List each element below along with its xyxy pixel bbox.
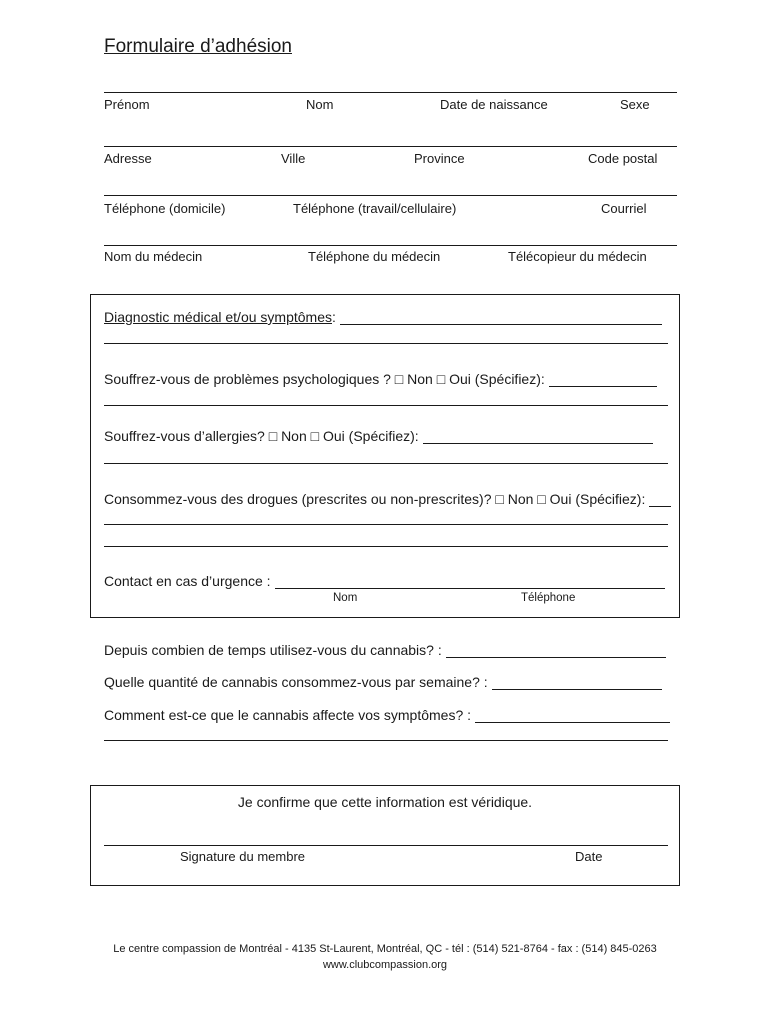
drugs-field[interactable] [649,494,671,507]
allergy-line-2[interactable] [104,463,668,464]
name-line[interactable] [104,92,677,93]
psych-line-2[interactable] [104,405,668,406]
diagnostic-label: Diagnostic médical et/ou symptômes [104,309,332,325]
label-nom-medecin: Nom du médecin [104,249,203,264]
label-courriel: Courriel [601,201,647,216]
allergy-field[interactable] [423,431,653,444]
label-adresse: Adresse [104,151,152,166]
duration-field[interactable] [446,645,666,658]
footer-website: www.clubcompassion.org [322,959,448,971]
diagnostic-line-2[interactable] [104,343,668,344]
confirmation-statement: Je confirme que cette information est véridique. [237,794,533,810]
duration-question: Depuis combien de temps utilisez-vous du cannabis? : [104,642,442,658]
label-date-naissance: Date de naissance [440,97,548,112]
quantity-question: Quelle quantité de cannabis consommez-vous par semaine? : [104,674,488,690]
phone-line[interactable] [104,195,677,196]
emergency-label: Contact en cas d’urgence : [104,573,271,589]
effect-row [104,707,670,723]
effect-line-2[interactable] [104,740,668,741]
doctor-line[interactable] [104,245,677,246]
drugs-line-3[interactable] [104,546,668,547]
emergency-phone-label: Téléphone [521,592,576,604]
quantity-row [104,674,662,690]
effect-question: Comment est-ce que le cannabis affecte vos symptômes? : [104,707,472,723]
label-tel-medecin: Téléphone du médecin [308,249,441,264]
label-nom: Nom [306,97,334,112]
label-code-postal: Code postal [588,151,658,166]
label-province: Province [414,151,465,166]
signature-label: Signature du membre [180,849,306,864]
psych-row [104,371,657,387]
emergency-field[interactable] [275,576,665,589]
drugs-row [104,491,671,507]
emergency-row [104,573,665,589]
effect-field[interactable] [475,710,670,723]
label-sexe: Sexe [620,97,650,112]
form-title: Formulaire d’adhésion [104,36,292,57]
diagnostic-colon: : [332,309,336,325]
label-ville: Ville [281,151,306,166]
quantity-field[interactable] [492,677,662,690]
signature-line[interactable] [104,845,668,846]
drugs-line-2[interactable] [104,524,668,525]
footer-address: Le centre compassion de Montréal - 4135 St-Laurent, Montréal, QC - tél : (514) 521-8764 - fax : (514) 845-0263 [113,943,657,955]
label-prenom: Prénom [104,97,150,112]
label-tel-travail: Téléphone (travail/cellulaire) [293,201,457,216]
diagnostic-field[interactable] [340,312,662,325]
label-tel-domicile: Téléphone (domicile) [104,201,226,216]
allergy-row [104,428,653,444]
allergy-question: Souffrez-vous d’allergies? □ Non □ Oui (Spécifiez): [104,428,419,444]
drugs-question: Consommez-vous des drogues (prescrites ou non-prescrites)? □ Non □ Oui (Spécifiez): [104,491,646,507]
psych-field[interactable] [549,374,657,387]
date-label: Date [575,849,603,864]
address-line[interactable] [104,146,677,147]
psych-question: Souffrez-vous de problèmes psychologiques ? □ Non □ Oui (Spécifiez): [104,371,545,387]
emergency-name-label: Nom [333,592,358,604]
duration-row [104,642,666,658]
label-fax-medecin: Télécopieur du médecin [508,249,647,264]
diagnostic-row [104,309,662,325]
